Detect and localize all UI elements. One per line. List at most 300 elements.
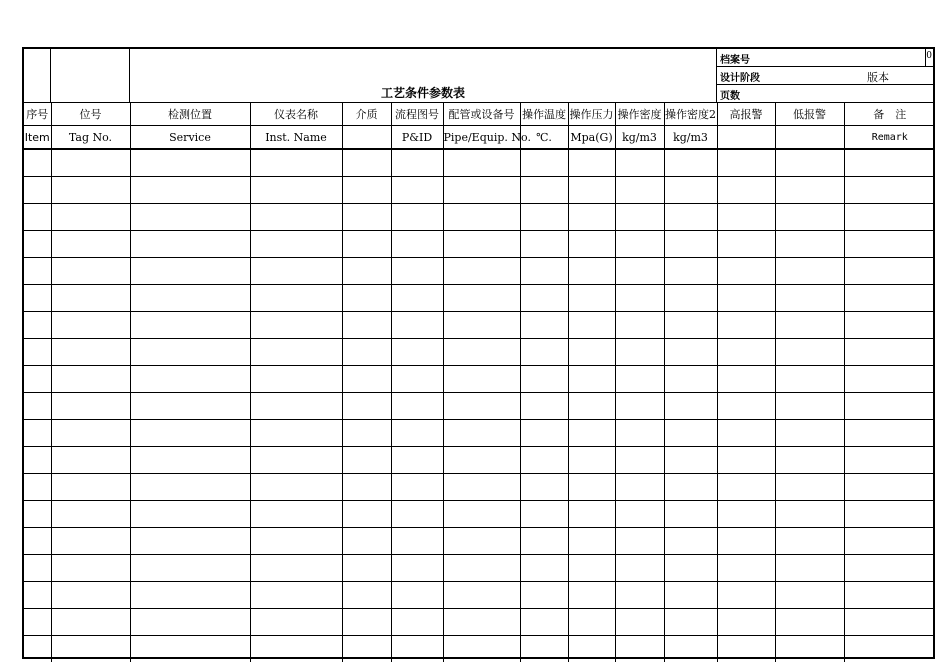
table-row	[24, 447, 935, 474]
table-cell[interactable]	[130, 231, 250, 258]
table-cell[interactable]	[664, 149, 717, 177]
table-cell[interactable]	[775, 582, 844, 609]
table-cell[interactable]	[717, 501, 775, 528]
table-cell[interactable]	[24, 312, 51, 339]
table-cell[interactable]	[775, 420, 844, 447]
table-cell[interactable]	[717, 285, 775, 312]
col-remark-en: Remark	[844, 126, 935, 150]
table-cell[interactable]	[568, 366, 615, 393]
table-cell[interactable]	[615, 528, 664, 555]
table-cell[interactable]	[391, 312, 443, 339]
table-cell[interactable]	[664, 447, 717, 474]
col-inst-name-en: Inst. Name	[250, 126, 342, 150]
table-cell[interactable]	[391, 339, 443, 366]
table-cell[interactable]	[250, 177, 342, 204]
table-cell[interactable]	[342, 555, 391, 582]
table-cell[interactable]	[250, 501, 342, 528]
table-cell[interactable]	[250, 582, 342, 609]
table-cell[interactable]	[24, 501, 51, 528]
col-high-alarm-cn: 高报警	[717, 103, 775, 126]
table-cell[interactable]	[250, 366, 342, 393]
table-cell[interactable]	[51, 177, 130, 204]
table-cell[interactable]	[664, 204, 717, 231]
table-cell[interactable]	[342, 366, 391, 393]
table-cell[interactable]	[717, 231, 775, 258]
table-cell[interactable]	[844, 393, 935, 420]
table-cell[interactable]	[51, 312, 130, 339]
table-cell[interactable]	[844, 366, 935, 393]
table-cell[interactable]	[520, 582, 568, 609]
table-row	[24, 474, 935, 501]
table-cell[interactable]	[520, 636, 568, 663]
table-cell[interactable]	[391, 528, 443, 555]
table-cell[interactable]	[342, 420, 391, 447]
table-cell[interactable]	[51, 636, 130, 663]
table-cell[interactable]	[130, 582, 250, 609]
table-cell[interactable]	[520, 258, 568, 285]
table-cell[interactable]	[51, 285, 130, 312]
table-cell[interactable]	[391, 555, 443, 582]
table-cell[interactable]	[391, 582, 443, 609]
table-cell[interactable]	[520, 609, 568, 636]
col-medium-en	[342, 126, 391, 150]
table-cell[interactable]	[250, 285, 342, 312]
table-cell[interactable]	[775, 339, 844, 366]
table-cell[interactable]	[51, 609, 130, 636]
table-cell[interactable]	[24, 555, 51, 582]
table-cell[interactable]	[664, 258, 717, 285]
table-cell[interactable]	[391, 474, 443, 501]
table-cell[interactable]	[51, 474, 130, 501]
table-cell[interactable]	[342, 231, 391, 258]
table-cell[interactable]	[615, 258, 664, 285]
header-row-cn	[24, 103, 935, 126]
table-cell[interactable]	[664, 339, 717, 366]
table-cell[interactable]	[568, 528, 615, 555]
table-cell[interactable]	[24, 393, 51, 420]
table-cell[interactable]	[391, 501, 443, 528]
table-cell[interactable]	[130, 528, 250, 555]
table-cell[interactable]	[391, 366, 443, 393]
table-cell[interactable]	[443, 258, 520, 285]
table-cell[interactable]	[24, 149, 51, 177]
table-cell[interactable]	[844, 339, 935, 366]
col-pressure-cn: 操作压力	[568, 103, 615, 126]
table-cell[interactable]	[443, 636, 520, 663]
table-cell[interactable]	[51, 149, 130, 177]
header-row-en	[24, 126, 935, 150]
table-cell[interactable]	[844, 149, 935, 177]
table-cell[interactable]	[520, 231, 568, 258]
table-cell[interactable]	[664, 636, 717, 663]
table-cell[interactable]	[250, 609, 342, 636]
table-cell[interactable]	[844, 501, 935, 528]
table-cell[interactable]	[443, 231, 520, 258]
table-cell[interactable]	[443, 339, 520, 366]
table-cell[interactable]	[844, 528, 935, 555]
table-cell[interactable]	[615, 636, 664, 663]
col-low-alarm-en	[775, 126, 844, 150]
table-cell[interactable]	[342, 258, 391, 285]
table-cell[interactable]	[520, 393, 568, 420]
table-row	[24, 555, 935, 582]
table-row	[24, 636, 935, 663]
table-cell[interactable]	[391, 231, 443, 258]
table-cell[interactable]	[775, 258, 844, 285]
table-cell[interactable]	[342, 149, 391, 177]
table-cell[interactable]	[130, 420, 250, 447]
table-cell[interactable]	[443, 528, 520, 555]
parameter-table	[24, 102, 935, 662]
table-cell[interactable]	[568, 285, 615, 312]
table-cell[interactable]	[51, 204, 130, 231]
table-cell[interactable]	[775, 366, 844, 393]
col-remark-cn: 备 注	[844, 103, 935, 126]
table-cell[interactable]	[775, 447, 844, 474]
table-cell[interactable]	[520, 177, 568, 204]
table-cell[interactable]	[717, 582, 775, 609]
table-cell[interactable]	[664, 474, 717, 501]
table-cell[interactable]	[615, 447, 664, 474]
table-cell[interactable]	[130, 285, 250, 312]
table-cell[interactable]	[775, 636, 844, 663]
table-cell[interactable]	[717, 636, 775, 663]
table-cell[interactable]	[391, 204, 443, 231]
table-cell[interactable]	[664, 366, 717, 393]
table-cell[interactable]	[391, 149, 443, 177]
col-pressure-en: Mpa(G)	[568, 126, 615, 150]
table-cell[interactable]	[844, 258, 935, 285]
table-cell[interactable]	[717, 312, 775, 339]
table-cell[interactable]	[130, 312, 250, 339]
table-cell[interactable]	[664, 555, 717, 582]
table-cell[interactable]	[24, 231, 51, 258]
table-cell[interactable]	[717, 177, 775, 204]
table-cell[interactable]	[615, 420, 664, 447]
table-cell[interactable]	[24, 420, 51, 447]
table-cell[interactable]	[250, 528, 342, 555]
table-row	[24, 285, 935, 312]
table-cell[interactable]	[568, 474, 615, 501]
archive-value: 0	[926, 51, 932, 61]
table-cell[interactable]	[717, 393, 775, 420]
table-cell[interactable]	[568, 582, 615, 609]
table-cell[interactable]	[568, 609, 615, 636]
table-cell[interactable]	[24, 204, 51, 231]
col-pipe-cn: 配管或设备号	[443, 103, 520, 126]
table-cell[interactable]	[568, 312, 615, 339]
table-cell[interactable]	[664, 393, 717, 420]
table-cell[interactable]	[24, 528, 51, 555]
table-cell[interactable]	[615, 501, 664, 528]
table-cell[interactable]	[342, 177, 391, 204]
table-cell[interactable]	[130, 447, 250, 474]
table-cell[interactable]	[24, 636, 51, 663]
table-cell[interactable]	[520, 555, 568, 582]
table-cell[interactable]	[615, 312, 664, 339]
archive-label: 档案号	[720, 55, 750, 66]
table-cell[interactable]	[342, 528, 391, 555]
table-cell[interactable]	[391, 447, 443, 474]
table-cell[interactable]	[844, 447, 935, 474]
table-cell[interactable]	[568, 420, 615, 447]
table-cell[interactable]	[520, 312, 568, 339]
table-cell[interactable]	[568, 204, 615, 231]
table-cell[interactable]	[615, 339, 664, 366]
table-cell[interactable]	[775, 204, 844, 231]
table-row	[24, 420, 935, 447]
table-cell[interactable]	[664, 231, 717, 258]
table-cell[interactable]	[520, 420, 568, 447]
table-cell[interactable]	[342, 312, 391, 339]
table-cell[interactable]	[775, 555, 844, 582]
table-cell[interactable]	[520, 528, 568, 555]
table-cell[interactable]	[342, 204, 391, 231]
table-cell[interactable]	[443, 149, 520, 177]
table-cell[interactable]	[130, 555, 250, 582]
table-cell[interactable]	[844, 204, 935, 231]
table-cell[interactable]	[51, 366, 130, 393]
col-item-cn: 序号	[24, 103, 51, 126]
col-tag-cn: 位号	[51, 103, 130, 126]
table-cell[interactable]	[615, 285, 664, 312]
table-cell[interactable]	[775, 528, 844, 555]
table-cell[interactable]	[51, 393, 130, 420]
table-cell[interactable]	[130, 258, 250, 285]
table-cell[interactable]	[664, 582, 717, 609]
table-cell[interactable]	[775, 231, 844, 258]
table-cell[interactable]	[615, 474, 664, 501]
table-cell[interactable]	[844, 474, 935, 501]
table-cell[interactable]	[250, 447, 342, 474]
table-cell[interactable]	[443, 204, 520, 231]
table-cell[interactable]	[520, 366, 568, 393]
table-cell[interactable]	[51, 339, 130, 366]
table-cell[interactable]	[664, 501, 717, 528]
table-cell[interactable]	[615, 366, 664, 393]
table-cell[interactable]	[342, 447, 391, 474]
table-cell[interactable]	[130, 474, 250, 501]
table-cell[interactable]	[130, 204, 250, 231]
table-cell[interactable]	[664, 285, 717, 312]
table-cell[interactable]	[250, 339, 342, 366]
table-cell[interactable]	[775, 474, 844, 501]
table-cell[interactable]	[615, 231, 664, 258]
table-cell[interactable]	[130, 393, 250, 420]
table-cell[interactable]	[844, 312, 935, 339]
table-cell[interactable]	[664, 528, 717, 555]
table-cell[interactable]	[844, 231, 935, 258]
table-cell[interactable]	[520, 474, 568, 501]
table-cell[interactable]	[775, 285, 844, 312]
table-cell[interactable]	[443, 447, 520, 474]
table-row	[24, 528, 935, 555]
table-cell[interactable]	[51, 582, 130, 609]
table-cell[interactable]	[250, 258, 342, 285]
col-pid-en: P&ID	[391, 126, 443, 150]
table-cell[interactable]	[443, 609, 520, 636]
table-row	[24, 231, 935, 258]
table-cell[interactable]	[342, 474, 391, 501]
table-cell[interactable]	[130, 501, 250, 528]
table-cell[interactable]	[250, 393, 342, 420]
table-cell[interactable]	[844, 555, 935, 582]
table-cell[interactable]	[775, 312, 844, 339]
table-cell[interactable]	[568, 258, 615, 285]
table-cell[interactable]	[615, 393, 664, 420]
table-cell[interactable]	[844, 609, 935, 636]
table-cell[interactable]	[443, 474, 520, 501]
table-cell[interactable]	[568, 501, 615, 528]
table-cell[interactable]	[568, 177, 615, 204]
table-cell[interactable]	[51, 555, 130, 582]
table-row	[24, 366, 935, 393]
table-cell[interactable]	[717, 474, 775, 501]
table-cell[interactable]	[51, 258, 130, 285]
table-cell[interactable]	[24, 447, 51, 474]
table-cell[interactable]	[250, 231, 342, 258]
table-cell[interactable]	[24, 285, 51, 312]
col-service-cn: 检测位置	[130, 103, 250, 126]
table-cell[interactable]	[717, 258, 775, 285]
table-cell[interactable]	[568, 636, 615, 663]
table-cell[interactable]	[520, 204, 568, 231]
table-cell[interactable]	[443, 501, 520, 528]
table-cell[interactable]	[391, 258, 443, 285]
table-cell[interactable]	[391, 285, 443, 312]
table-cell[interactable]	[664, 177, 717, 204]
table-cell[interactable]	[568, 447, 615, 474]
table-cell[interactable]	[391, 177, 443, 204]
table-cell[interactable]	[520, 339, 568, 366]
table-cell[interactable]	[520, 285, 568, 312]
table-cell[interactable]	[520, 447, 568, 474]
table-cell[interactable]	[391, 636, 443, 663]
table-cell[interactable]	[250, 312, 342, 339]
table-cell[interactable]	[717, 366, 775, 393]
table-cell[interactable]	[443, 312, 520, 339]
table-cell[interactable]	[615, 582, 664, 609]
table-cell[interactable]	[24, 258, 51, 285]
table-cell[interactable]	[24, 609, 51, 636]
table-cell[interactable]	[24, 177, 51, 204]
table-cell[interactable]	[391, 420, 443, 447]
table-cell[interactable]	[844, 582, 935, 609]
table-cell[interactable]	[844, 636, 935, 663]
table-cell[interactable]	[443, 582, 520, 609]
table-cell[interactable]	[24, 474, 51, 501]
table-row	[24, 204, 935, 231]
table-cell[interactable]	[775, 609, 844, 636]
table-cell[interactable]	[775, 149, 844, 177]
table-cell[interactable]	[443, 393, 520, 420]
table-row	[24, 339, 935, 366]
table-cell[interactable]	[443, 285, 520, 312]
table-cell[interactable]	[250, 204, 342, 231]
table-cell[interactable]	[443, 555, 520, 582]
col-service-en: Service	[130, 126, 250, 150]
table-cell[interactable]	[130, 177, 250, 204]
table-cell[interactable]	[844, 420, 935, 447]
table-cell[interactable]	[844, 285, 935, 312]
col-tag-en: Tag No.	[51, 126, 130, 150]
table-cell[interactable]	[391, 393, 443, 420]
sheet-title: 工艺条件参数表	[130, 49, 717, 102]
table-cell[interactable]	[391, 609, 443, 636]
table-cell[interactable]	[250, 474, 342, 501]
table-cell[interactable]	[51, 231, 130, 258]
table-cell[interactable]	[51, 501, 130, 528]
table-cell[interactable]	[717, 420, 775, 447]
table-cell[interactable]	[342, 285, 391, 312]
table-cell[interactable]	[664, 420, 717, 447]
table-cell[interactable]	[443, 177, 520, 204]
table-cell[interactable]	[615, 609, 664, 636]
table-cell[interactable]	[775, 501, 844, 528]
table-cell[interactable]	[717, 447, 775, 474]
table-cell[interactable]	[664, 312, 717, 339]
table-cell[interactable]	[342, 582, 391, 609]
table-cell[interactable]	[615, 204, 664, 231]
table-cell[interactable]	[717, 555, 775, 582]
table-cell[interactable]	[717, 609, 775, 636]
table-cell[interactable]	[844, 177, 935, 204]
stage-row	[717, 67, 935, 85]
table-cell[interactable]	[51, 420, 130, 447]
table-cell[interactable]	[24, 366, 51, 393]
table-cell[interactable]	[342, 393, 391, 420]
table-cell[interactable]	[615, 149, 664, 177]
table-cell[interactable]	[342, 339, 391, 366]
table-cell[interactable]	[568, 149, 615, 177]
table-cell[interactable]	[664, 609, 717, 636]
table-cell[interactable]	[520, 149, 568, 177]
table-cell[interactable]	[568, 231, 615, 258]
table-cell[interactable]	[717, 528, 775, 555]
table-cell[interactable]	[250, 555, 342, 582]
table-cell[interactable]	[443, 420, 520, 447]
table-cell[interactable]	[342, 636, 391, 663]
table-cell[interactable]	[568, 555, 615, 582]
table-cell[interactable]	[130, 149, 250, 177]
table-cell[interactable]	[51, 528, 130, 555]
table-cell[interactable]	[24, 339, 51, 366]
table-cell[interactable]	[717, 204, 775, 231]
col-item-en: Item	[24, 126, 51, 150]
table-cell[interactable]	[717, 339, 775, 366]
table-cell[interactable]	[130, 636, 250, 663]
table-cell[interactable]	[568, 339, 615, 366]
table-cell[interactable]	[615, 177, 664, 204]
table-cell[interactable]	[342, 501, 391, 528]
table-cell[interactable]	[775, 177, 844, 204]
table-cell[interactable]	[250, 636, 342, 663]
table-cell[interactable]	[130, 339, 250, 366]
table-cell[interactable]	[568, 393, 615, 420]
table-cell[interactable]	[51, 447, 130, 474]
table-cell[interactable]	[24, 582, 51, 609]
table-cell[interactable]	[717, 149, 775, 177]
table-cell[interactable]	[342, 609, 391, 636]
table-cell[interactable]	[250, 420, 342, 447]
table-cell[interactable]	[775, 393, 844, 420]
table-cell[interactable]	[443, 366, 520, 393]
table-cell[interactable]	[130, 609, 250, 636]
table-cell[interactable]	[615, 555, 664, 582]
table-cell[interactable]	[250, 149, 342, 177]
table-cell[interactable]	[130, 366, 250, 393]
table-cell[interactable]	[520, 501, 568, 528]
